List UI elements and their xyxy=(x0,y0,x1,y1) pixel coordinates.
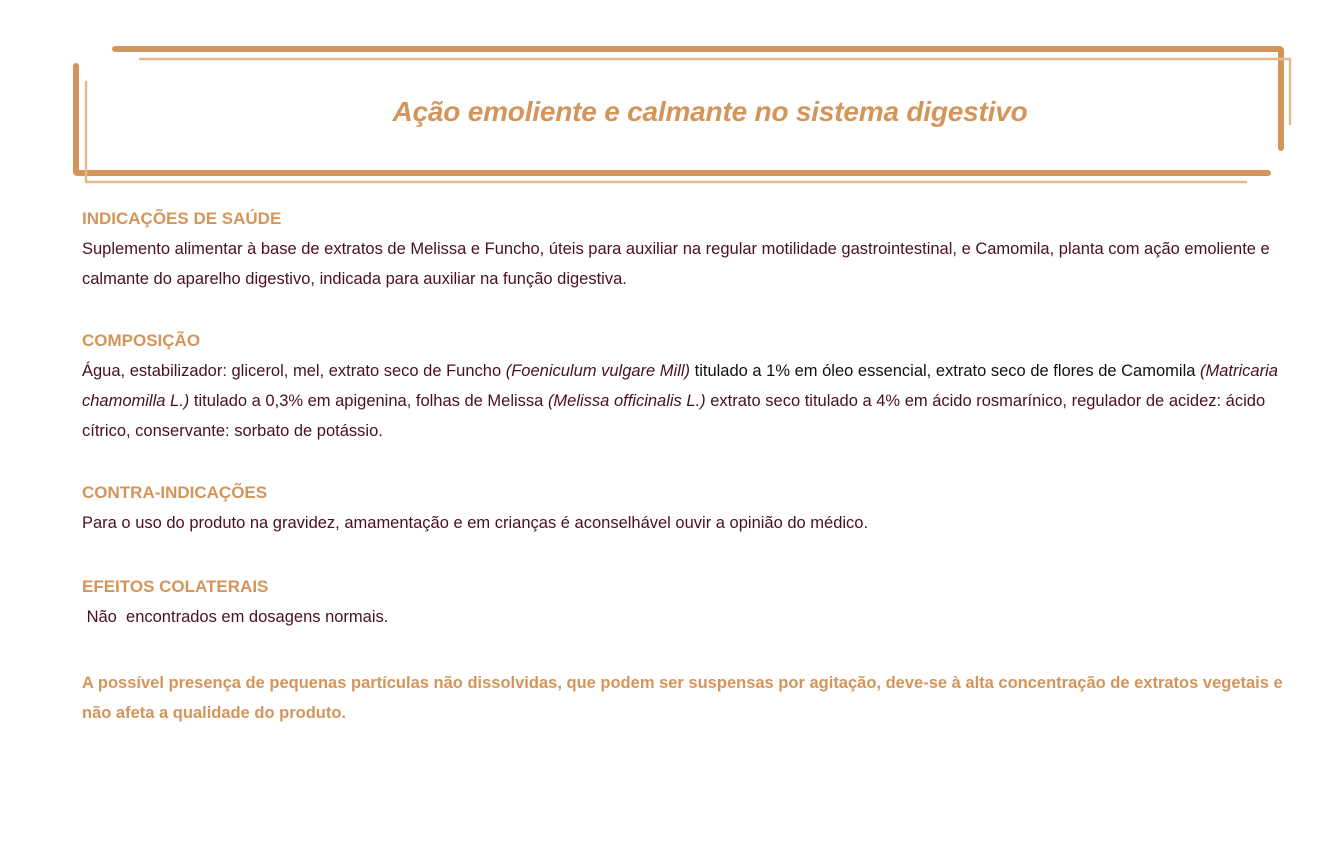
heading-composicao: COMPOSIÇÃO xyxy=(82,331,201,350)
heading-contra-indicacoes: CONTRA-INDICAÇÕES xyxy=(82,483,268,502)
heading-efeitos-colaterais: EFEITOS COLATERAIS xyxy=(82,577,269,596)
composicao-text: Camomila xyxy=(1121,362,1196,380)
composicao-text: Água, estabilizador: glicerol, mel, extrato seco de Funcho xyxy=(82,362,506,380)
spacer xyxy=(82,294,1302,328)
page-title: Ação emoliente e calmante no sistema digestivo xyxy=(392,96,1028,127)
spacer xyxy=(82,632,1302,668)
body-composicao xyxy=(82,356,1302,446)
composicao-text: titulado a 0,3% em apigenina, folhas de Melissa xyxy=(189,392,548,410)
quality-note: A possível presença de pequenas partículas não dissolvidas, que podem ser suspensas por agitação, deve-se à alta concentração de extratos vegetais e não afeta a qualidade do produto. xyxy=(82,674,1283,722)
composicao-species-melissa: (Melissa officinalis L.) xyxy=(547,392,706,410)
body-indicacoes: Suplemento alimentar à base de extratos de Melissa e Funcho, úteis para auxiliar na regular motilidade gastrointestinal, e Camomila, planta com ação emoliente e calmante do aparelho digestivo, indicada para auxiliar na função digestiva. xyxy=(82,240,1270,288)
composicao-species-camomila: (Matricaria chamomilla L.) xyxy=(82,362,1278,410)
heading-indicacoes: INDICAÇÕES DE SAÚDE xyxy=(82,209,282,228)
composicao-text: extrato seco titulado a 4% em ácido rosmarínico, regulador de acidez: ácido cítrico, conservante: sorbato de potássio. xyxy=(82,392,1266,440)
composicao-text: titulado a 1% em óleo essencial, extrato seco de flores de xyxy=(690,362,1122,380)
body-efeitos-colaterais: Não encontrados em dosagens normais. xyxy=(82,608,389,626)
spacer xyxy=(82,446,1302,480)
spacer xyxy=(82,538,1302,574)
content xyxy=(82,206,1302,728)
body-contra-indicacoes: Para o uso do produto na gravidez, amamentação e em crianças é aconselhável ouvir a opinião do médico. xyxy=(82,514,869,532)
composicao-species-funcho: (Foeniculum vulgare Mill) xyxy=(505,362,691,380)
